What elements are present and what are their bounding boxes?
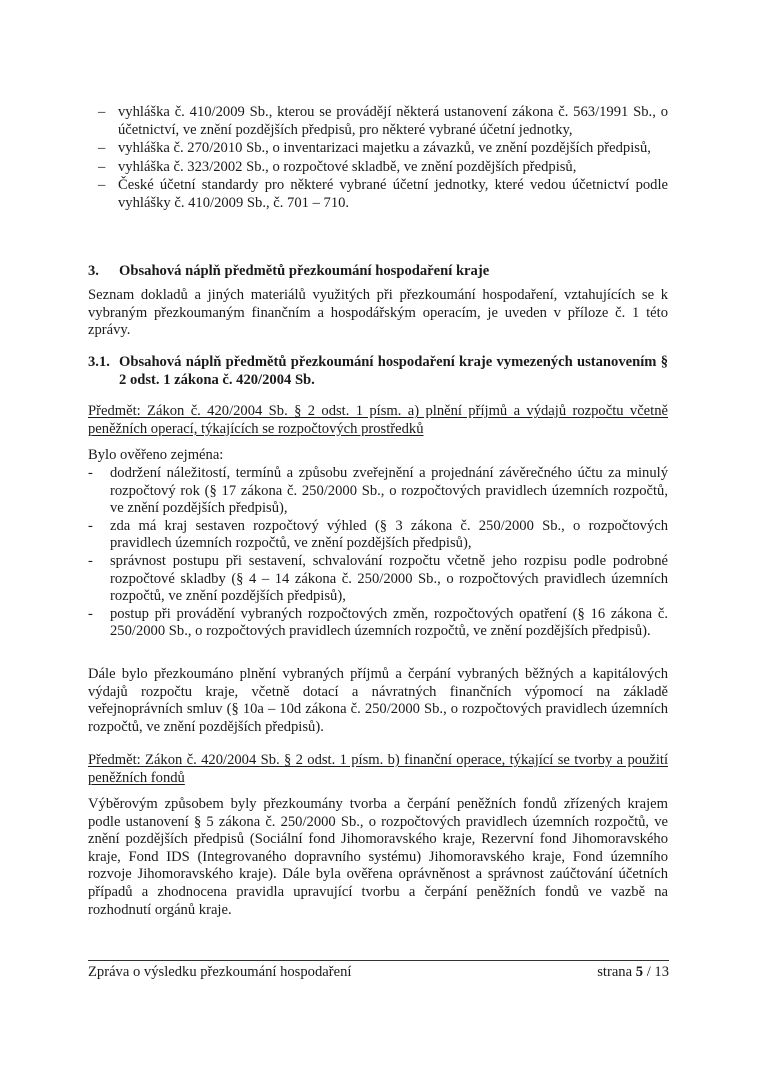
- page-total: 13: [654, 964, 669, 980]
- section-number: 3.1.: [88, 354, 110, 370]
- list-item-text: vyhláška č. 270/2010 Sb., o inventarizaci majetku a závazků, ve znění pozdějších předpisů,: [118, 140, 651, 157]
- list-item: – vyhláška č. 270/2010 Sb., o inventarizaci majetku a závazků, ve znění pozdějších předpisů,: [88, 140, 668, 158]
- subject-a-closing: Dále bylo přezkoumáno plnění vybraných příjmů a čerpání vybraných běžných a kapitálových výdajů rozpočtu kraje, včetně dotací a návratných finančních výpomocí na základě veřejnoprávních smluv (§ 10a – 10d zákona č. 250/2000 Sb., o rozpočtových pravidlech územních rozpočtů, ve znění pozdějších předpisů).: [88, 666, 668, 735]
- section-3-heading: [88, 263, 668, 281]
- footer-title: Zpráva o výsledku přezkoumání hospodaření: [88, 964, 352, 980]
- subject-a-intro: Bylo ověřeno zejména:: [88, 447, 224, 463]
- top-regulation-list: [88, 104, 668, 213]
- list-item-text: vyhláška č. 323/2002 Sb., o rozpočtové skladbě, ve znění pozdějších předpisů,: [118, 158, 577, 175]
- section-title: Obsahová náplň předmětů přezkoumání hospodaření kraje vymezených ustanovením § 2 odst. 1 zákona č. 420/2004 Sb.: [119, 354, 668, 388]
- section-3-1-heading: [88, 354, 668, 389]
- subject-b-heading: Předmět: Zákon č. 420/2004 Sb. § 2 odst. 1 písm. b) finanční operace, týkající se tvorby a použití peněžních fondů: [88, 752, 668, 786]
- list-item-text: postup při provádění vybraných rozpočtových změn, rozpočtových opatření (§ 16 zákona č. 250/2000 Sb., o rozpočtových pravidlech územních rozpočtů, ve znění pozdějších předpisů).: [110, 605, 668, 640]
- list-item: - dodržení náležitostí, termínů a způsobu zveřejnění a projednání závěrečného účtu za minulý rozpočtový rok (§ 17 zákona č. 250/2000 Sb., o rozpočtových pravidlech územních rozpočtů, ve znění pozdějších předpisů),: [88, 465, 668, 517]
- list-item: - postup při provádění vybraných rozpočtových změn, rozpočtových opatření (§ 16 zákona č. 250/2000 Sb., o rozpočtových pravidlech územních rozpočtů, ve znění pozdějších předpisů).: [88, 605, 668, 640]
- section-number: 3.: [88, 263, 99, 279]
- page-current: 5: [635, 964, 644, 980]
- list-item: – České účetní standardy pro některé vybrané účetní jednotky, které vedou účetnictví podle vyhlášky č. 410/2009 Sb., č. 701 – 710.: [98, 177, 668, 211]
- page-label: strana: [597, 964, 633, 980]
- footer-divider: [88, 960, 669, 961]
- list-item-text: České účetní standardy pro některé vybrané účetní jednotky, které vedou účetnictví podle vyhlášky č. 410/2009 Sb., č. 701 – 710.: [118, 177, 668, 211]
- list-item: - zda má kraj sestaven rozpočtový výhled (§ 3 zákona č. 250/2000 Sb., o rozpočtových pravidlech územních rozpočtů, ve znění pozdějších předpisů),: [88, 517, 668, 552]
- section-title: Obsahová náplň předmětů přezkoumání hospodaření kraje: [119, 263, 490, 279]
- subject-a-heading: Předmět: Zákon č. 420/2004 Sb. § 2 odst. 1 písm. a) plnění příjmů a výdajů rozpočtu včetně peněžních operací, týkajících se rozpočtových prostředků: [88, 403, 668, 437]
- page-number: [597, 964, 669, 982]
- list-item-text: vyhláška č. 410/2009 Sb., kterou se provádějí některá ustanovení zákona č. 563/1991 Sb., o účetnictví, ve znění pozdějších předpisů, pro některé vybrané účetní jednotky,: [118, 104, 668, 138]
- list-item: – vyhláška č. 323/2002 Sb., o rozpočtové skladbě, ve znění pozdějších předpisů,: [88, 159, 668, 177]
- subject-b-text: Výběrovým způsobem byly přezkoumány tvorba a čerpání peněžních fondů zřízených krajem podle ustanovení § 5 zákona č. 250/2000 Sb., o rozpočtových pravidlech územních rozpočtů, ve znění pozdějších předpisů (Sociální fond Jihomoravského kraje, Rezervní fond Jihomoravského kraje, Fond IDS (Integrovaného dopravního systému) Jihomoravského kraje, Fond územního rozvoje Jihomoravského kraje). Dále byla ověřena oprávněnost a správnost zaúčtování účetních případů a zhodnocena pravidla upravující tvorbu a čerpání peněžních fondů ve vazbě na rozhodnutí orgánů kraje.: [88, 796, 668, 918]
- list-item-text: správnost postupu při sestavení, schvalování rozpočtu včetně jeho rozpisu podle podrobné rozpočtové skladby (§ 4 – 14 zákona č. 250/2000 Sb., o rozpočtových pravidlech územních rozpočtů, ve znění pozdějších předpisů),: [110, 552, 668, 605]
- list-item: – vyhláška č. 410/2009 Sb., kterou se provádějí některá ustanovení zákona č. 563/1991 Sb., o účetnictví, ve znění pozdějších předpisů, pro některé vybrané účetní jednotky,: [98, 104, 668, 138]
- page-separator: /: [646, 964, 651, 980]
- list-item: - správnost postupu při sestavení, schvalování rozpočtu včetně jeho rozpisu podle podrobné rozpočtové skladby (§ 4 – 14 zákona č. 250/2000 Sb., o rozpočtových pravidlech územních rozpočtů, ve znění pozdějších předpisů),: [88, 552, 668, 605]
- subject-a-list: [88, 465, 668, 641]
- list-item-text: zda má kraj sestaven rozpočtový výhled (§ 3 zákona č. 250/2000 Sb., o rozpočtových pravidlech územních rozpočtů, ve znění pozdějších předpisů),: [110, 517, 668, 552]
- list-item-text: dodržení náležitostí, termínů a způsobu zveřejnění a projednání závěrečného účtu za minulý rozpočtový rok (§ 17 zákona č. 250/2000 Sb., o rozpočtových pravidlech územních rozpočtů, ve znění pozdějších předpisů),: [110, 465, 668, 517]
- section-3-text: Seznam dokladů a jiných materiálů využitých při přezkoumání hospodaření, vztahujících se k vybraným přezkoumaným finančním a hospodářským operacím, je uveden v příloze č. 1 této zprávy.: [88, 287, 668, 339]
